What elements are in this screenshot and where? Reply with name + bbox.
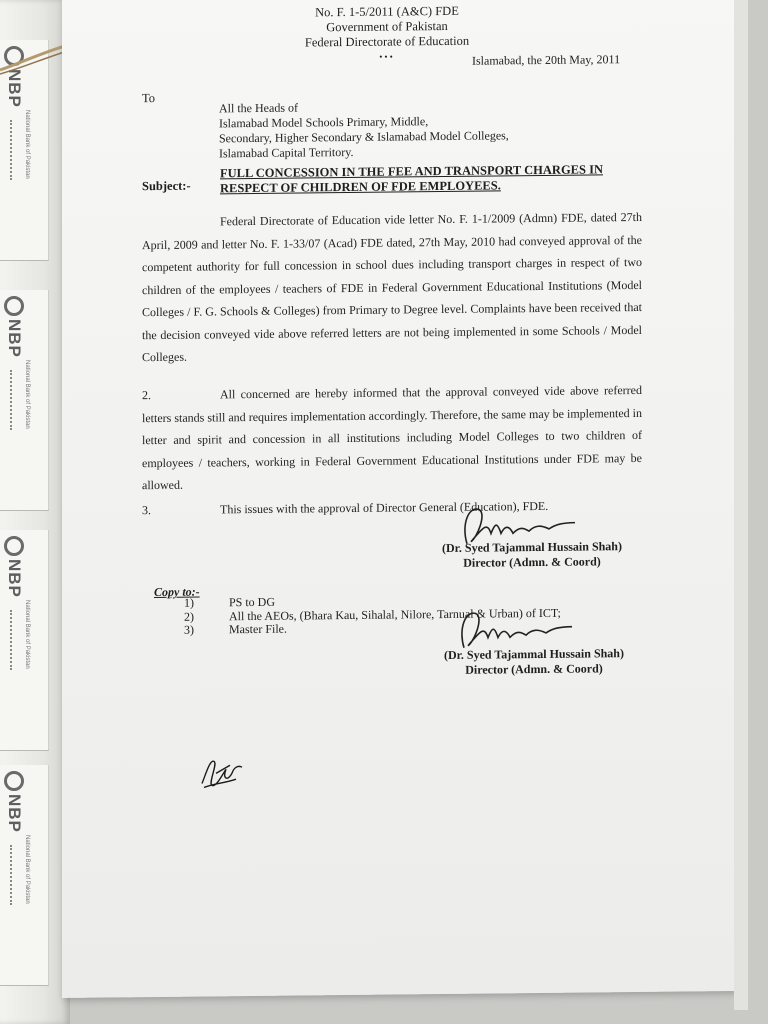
- reference-number: No. F. 1-5/2011 (A&C) FDE: [315, 3, 459, 20]
- addressee-line: Islamabad Model Schools Primary, Middle,: [219, 114, 429, 131]
- government-line: Government of Pakistan: [326, 18, 448, 35]
- letter-page: [62, 0, 735, 998]
- signatory-designation: Director (Admn. & Coord): [463, 554, 601, 570]
- copy-to-item: 1) PS to DG: [184, 594, 276, 610]
- directorate-line: Federal Directorate of Education: [304, 33, 470, 50]
- urdu-text-mark: [10, 120, 20, 180]
- nbp-logo: NBP: [4, 771, 24, 833]
- paper-edge: [734, 0, 748, 1010]
- subject-text: [220, 162, 640, 196]
- bank-name: National Bank of Pakistan: [24, 835, 30, 904]
- nbp-logo: NBP: [4, 536, 24, 598]
- nbp-slip: [0, 530, 49, 751]
- subject-line: FULL CONCESSION IN THE FEE AND TRANSPORT CHARGES IN: [220, 162, 603, 181]
- paragraph-1: Federal Directorate of Education vide letter No. F. 1-1/2009 (Admn) FDE, dated 27th April, 2009 and letter No. F. 1-33/07 (Acad) FDE dated, 27th May, 2010 had conveyed approval of the competent authority for full concession in school dues including transport charges in respect of two children of the employees / teachers of FDE in Federal Government Educational Institutions (Model Colleges / F. G. Schools & Colleges) from Primary to Degree level. Complaints have been received that the decision conveyed vide above referred letters are not being implemented in some Schools / Model Colleges.: [142, 209, 642, 365]
- signatory-name: (Dr. Syed Tajammal Hussain Shah): [444, 646, 624, 662]
- paragraph-2-text: All concerned are hereby informed that the approval conveyed vide above referred letters stands still and requires implementation accordingly. Therefore, the same may be implemented in letter and spirit and concession in all institutions including Model Colleges to two children of employees / teachers, working in Federal Government Educational Institutions under FDE may be allowed.: [142, 382, 642, 493]
- nbp-slip: [0, 290, 49, 511]
- bank-name: National Bank of Pakistan: [24, 600, 30, 669]
- urdu-text-mark: [10, 845, 20, 905]
- addressee-line: Islamabad Capital Territory.: [219, 144, 354, 161]
- copy-to-item: 2) All the AEOs, (Bhara Kau, Sihalal, Nilore, Tarnual & Urban) of ICT;: [184, 605, 561, 624]
- addressee-line: All the Heads of: [219, 100, 298, 116]
- nbp-slip: [0, 765, 49, 986]
- urdu-text-mark: [10, 610, 20, 670]
- signatory-designation: Director (Admn. & Coord): [465, 661, 603, 677]
- addressee-line: Secondary, Higher Secondary & Islamabad Model Colleges,: [219, 128, 509, 146]
- nbp-ring-icon: [4, 296, 24, 316]
- nbp-ring-icon: [4, 771, 24, 791]
- subject-line: RESPECT OF CHILDREN OF FDE EMPLOYEES.: [220, 178, 501, 196]
- paragraph-number: 2.: [142, 388, 151, 403]
- bank-name: National Bank of Pakistan: [24, 360, 30, 429]
- addressee-block: [219, 98, 579, 162]
- paragraph-number: 3.: [142, 503, 151, 518]
- urdu-text-mark: [10, 370, 20, 430]
- to-label: To: [142, 91, 156, 106]
- header-ornament: •••: [379, 51, 395, 62]
- nbp-ring-icon: [4, 536, 24, 556]
- copy-to-label: Copy to:-: [154, 584, 200, 600]
- nbp-logo: NBP: [4, 46, 24, 108]
- signature-block-2: [424, 646, 644, 678]
- subject-label: Subject:-: [142, 178, 191, 194]
- signatory-name: (Dr. Syed Tajammal Hussain Shah): [442, 539, 622, 556]
- letter-date: Islamabad, the 20th May, 2011: [472, 52, 621, 68]
- paragraph-3-text: This issues with the approval of Director General (Education), FDE.: [220, 498, 549, 517]
- nbp-logo: NBP: [4, 296, 24, 358]
- signature-block-1: [422, 539, 642, 571]
- bank-name: National Bank of Pakistan: [24, 110, 30, 179]
- letter-header: [287, 4, 487, 66]
- copy-to-item: 3) Master File.: [184, 621, 287, 637]
- paragraph-2: [142, 379, 642, 497]
- nbp-slip-bundle: [0, 0, 70, 1024]
- handwritten-initials-icon: [196, 753, 246, 794]
